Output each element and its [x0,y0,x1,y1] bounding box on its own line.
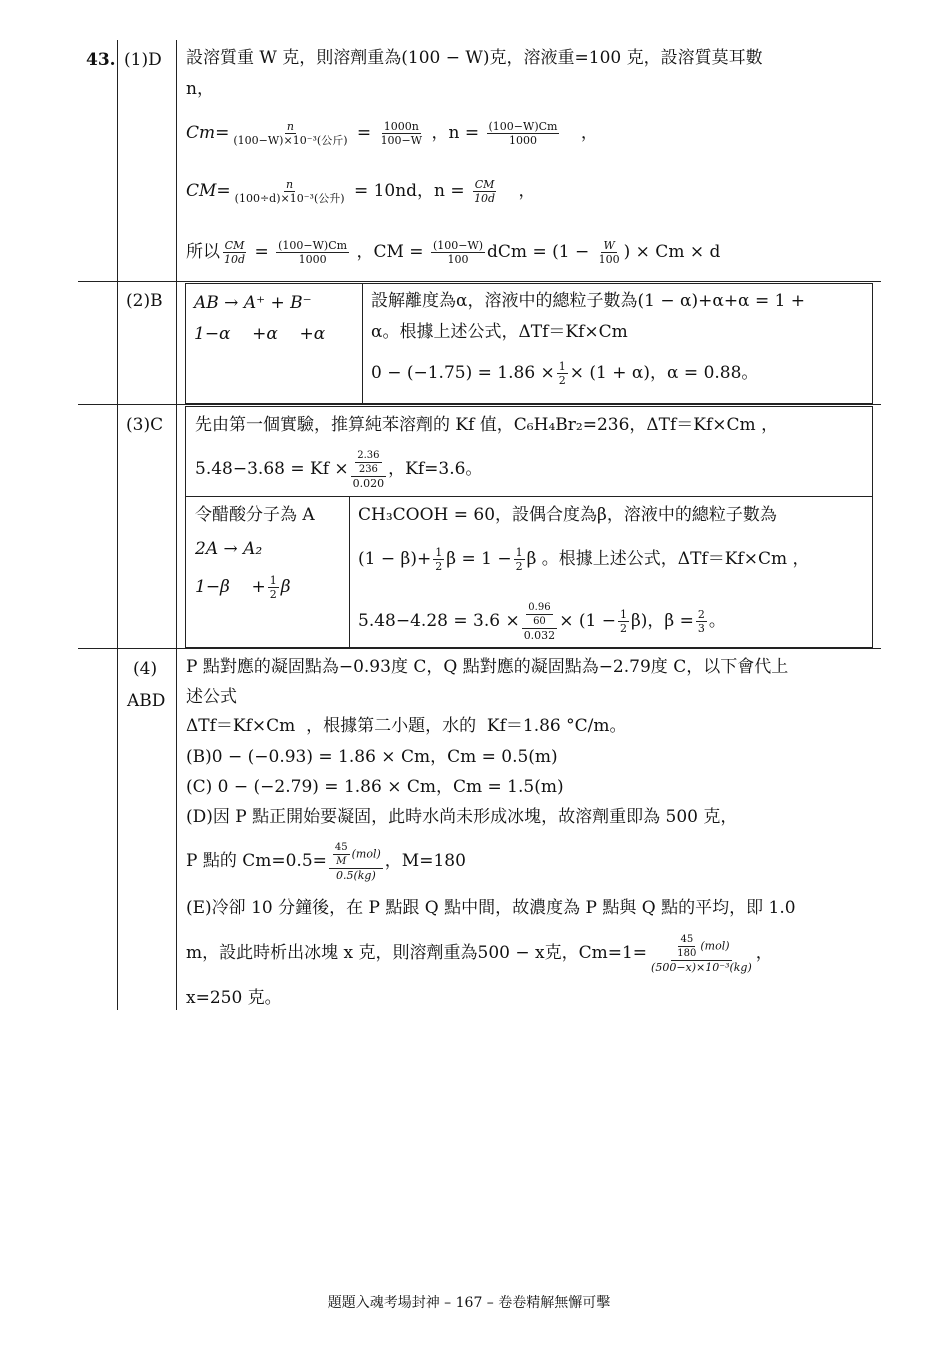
fracE-den: (500−x)×10⁻³(kg) [651,961,752,974]
question-number: 43. [86,50,116,70]
part4-line-e: (E)冷卻 10 分鐘後，在 P 點跟 Q 點中間，故濃度為 P 點與 Q 點的平均，即 1.0 [186,898,796,918]
fracD-den: 0.5(kg) [335,869,376,882]
frac2-num-den: 60 [533,616,546,627]
part3-label: (3)C [126,415,164,435]
fracE-num-den: 180 [677,948,697,959]
eq3-end: ) × Cm × d [623,242,721,262]
eq1-f3-den: 1000 [508,134,537,147]
part2-half-den: 2 [558,374,566,387]
part4-label-top: (4) [133,659,158,679]
eq3-f1-num: CM [224,239,245,252]
eq3-f4-den: 100 [598,253,620,266]
part4-line-d: (D)因 P 點正開始要凝固，此時水尚未形成冰塊，故溶劑重即為 500 克， [186,807,738,827]
part2-reaction: AB → A⁺ + B⁻ [194,293,312,313]
part3-left-half-num: 1 [269,574,277,587]
row-divider-1 [78,281,881,282]
eq1-end: ， [580,123,598,143]
part3-r-half-num-1: 1 [435,546,443,559]
row-divider-2 [78,404,881,405]
part3-left-half-den: 2 [269,588,277,601]
part2-label: (2)B [126,291,163,311]
kf-frac-den: 0.020 [352,477,385,490]
part3-right3-c: β)，β = [630,611,694,631]
part3-inner-vline [349,496,350,648]
frac2-num-num: 0.96 [528,602,551,613]
part3-left3-b: β [280,577,291,597]
eq3-pre: 所以 [186,242,220,262]
fracD-num-num: 45 [334,842,348,853]
part2-eq [371,358,758,388]
page-footer: 題題入魂考場封神 – 167 – 卷卷精解無懈可擊 [327,1295,611,1311]
eq3-f3-num: (100−W) [432,239,484,252]
part3-top-eq [195,446,482,492]
part2-coefficients: 1−α +α +α [194,324,326,344]
eq2-f1-den: (100÷d)×10⁻³(公升) [234,192,345,205]
part1-label: (1)D [124,50,162,70]
eq1-mid: ，n = [431,123,480,143]
eq2-f2-den: 10d [474,192,496,205]
eq1-f2-num: 1000n [383,120,419,133]
eq1-f1-num: n [286,120,294,133]
fracD-num-den: M [336,856,347,867]
part1-eq2 [186,176,536,206]
eq1-f1-den: (100−W)×10⁻³(公斤) [233,134,348,147]
part3-r-half-den-1: 2 [435,560,443,573]
part3-inner-hline [185,496,873,497]
eq2-lhs: CM= [186,181,231,201]
part3-right2-b: β = 1 − [446,549,512,569]
part3-top-eq-b: ，Kf=3.6。 [388,459,483,479]
eq2-end: ， [518,181,536,201]
part4-d-eq-a: P 點的 Cm=0.5= [186,851,327,871]
part3-left1: 令醋酸分子為 A [195,505,315,525]
fracD-num-unit: (mol) [351,847,381,861]
part4-e-eq-b: ， [755,943,773,963]
part3-r-half-num-2: 1 [515,546,523,559]
part3-right3 [358,598,726,644]
part3-right3-b: × (1 − [559,611,616,631]
part2-eq-a: 0 − (−1.75) = 1.86 × [371,363,555,383]
part4-line2: 述公式 [186,687,237,707]
part3-r-half-den-2: 2 [515,560,523,573]
eq3-f1-den: 10d [224,253,246,266]
part3-right3-a: 5.48−4.28 = 3.6 × [358,611,520,631]
eq3-equals: = [254,242,269,262]
part3-top-eq-a: 5.48−3.68 = Kf × [195,459,349,479]
eq3-f3-den: 100 [447,253,469,266]
frac2-den: 0.032 [523,629,556,642]
eq2-f1-num: n [286,178,294,191]
kf-frac-num-den: 236 [358,464,378,475]
part3-right2 [358,544,809,574]
eq3-mid: ，CM = [356,242,424,262]
part4-line1: P 點對應的凝固點為−0.93度 C，Q 點對應的凝固點為−2.79度 C，以下會代上 [186,657,789,677]
part3-r-half-num-3: 1 [619,608,627,621]
eq2-mid: = 10nd，n = [353,181,465,201]
eq3-mid2: dCm = (1 − [487,242,590,262]
eq3-f4-num: W [603,239,615,252]
eq1-lhs: Cm= [186,123,230,143]
eq3-f2-den: 1000 [298,253,327,266]
part4-e-eq-a: m，設此時析出冰塊 x 克，則溶劑重為500 − x克，Cm=1= [186,943,648,963]
part4-label-bottom: ABD [127,691,166,711]
part4-line-e-eq [186,928,773,978]
part3-r-half-den-3: 2 [619,622,627,635]
eq2-f2-num: CM [474,178,495,191]
part2-eq-b: × (1 + α)，α = 0.88。 [569,363,759,383]
part2-text2: α。根據上述公式，ΔTf＝Kf×Cm [371,322,628,342]
part2-inner-divider [362,283,363,404]
part4-line-final: x=250 克。 [186,988,282,1008]
part4-line-d-eq [186,836,466,886]
part2-text1: 設解離度為α，溶液中的總粒子數為(1 − α)+α+α = 1 + [371,291,806,311]
part4-line-b: (B)0 − (−0.93) = 1.86 × Cm，Cm = 0.5(m) [186,747,558,767]
part1-eq3 [186,237,720,267]
part3-left2: 2A → A₂ [195,539,263,559]
part3-right3-d: 。 [708,611,726,631]
part3-right2-a: (1 − β)+ [358,549,432,569]
part4-d-eq-b: ，M=180 [384,851,466,871]
part1-eq1 [186,118,598,148]
part4-line-c: (C) 0 − (−2.79) = 1.86 × Cm，Cm = 1.5(m) [186,777,564,797]
row-divider-3 [78,648,881,649]
part3-left3 [195,572,291,602]
part4-line3: ΔTf＝Kf×Cm ，根據第二小題，水的 Kf＝1.86 °C/m。 [186,716,627,736]
two-thirds-den: 3 [697,622,705,635]
fracE-num-num: 45 [680,934,694,945]
part1-line1: 設溶質重 W 克，則溶劑重為(100 − W)克，溶液重=100 克，設溶質莫耳數 [186,48,763,68]
eq3-f2-num: (100−W)Cm [278,239,348,252]
col-divider-2 [176,40,177,1010]
part3-top-line1: 先由第一個實驗，推算純苯溶劑的 Kf 值，C₆H₄Br₂=236，ΔTf＝Kf×Cm ， [195,415,779,435]
col-divider-1 [117,40,118,1010]
part1-line2: n， [186,79,214,99]
two-thirds-num: 2 [697,608,705,621]
eq1-equals: = [356,123,372,143]
fracE-num-unit: (mol) [700,939,730,953]
part3-right1: CH₃COOH = 60，設偶合度為β，溶液中的總粒子數為 [358,505,777,525]
eq1-f3-num: (100−W)Cm [488,120,558,133]
part3-right2-c: β 。根據上述公式，ΔTf＝Kf×Cm ， [526,549,810,569]
eq1-f2-den: 100−W [380,134,423,147]
part2-half-num: 1 [558,360,566,373]
part3-left3-a: 1−β + [195,577,266,597]
kf-frac-num-num: 2.36 [357,450,380,461]
